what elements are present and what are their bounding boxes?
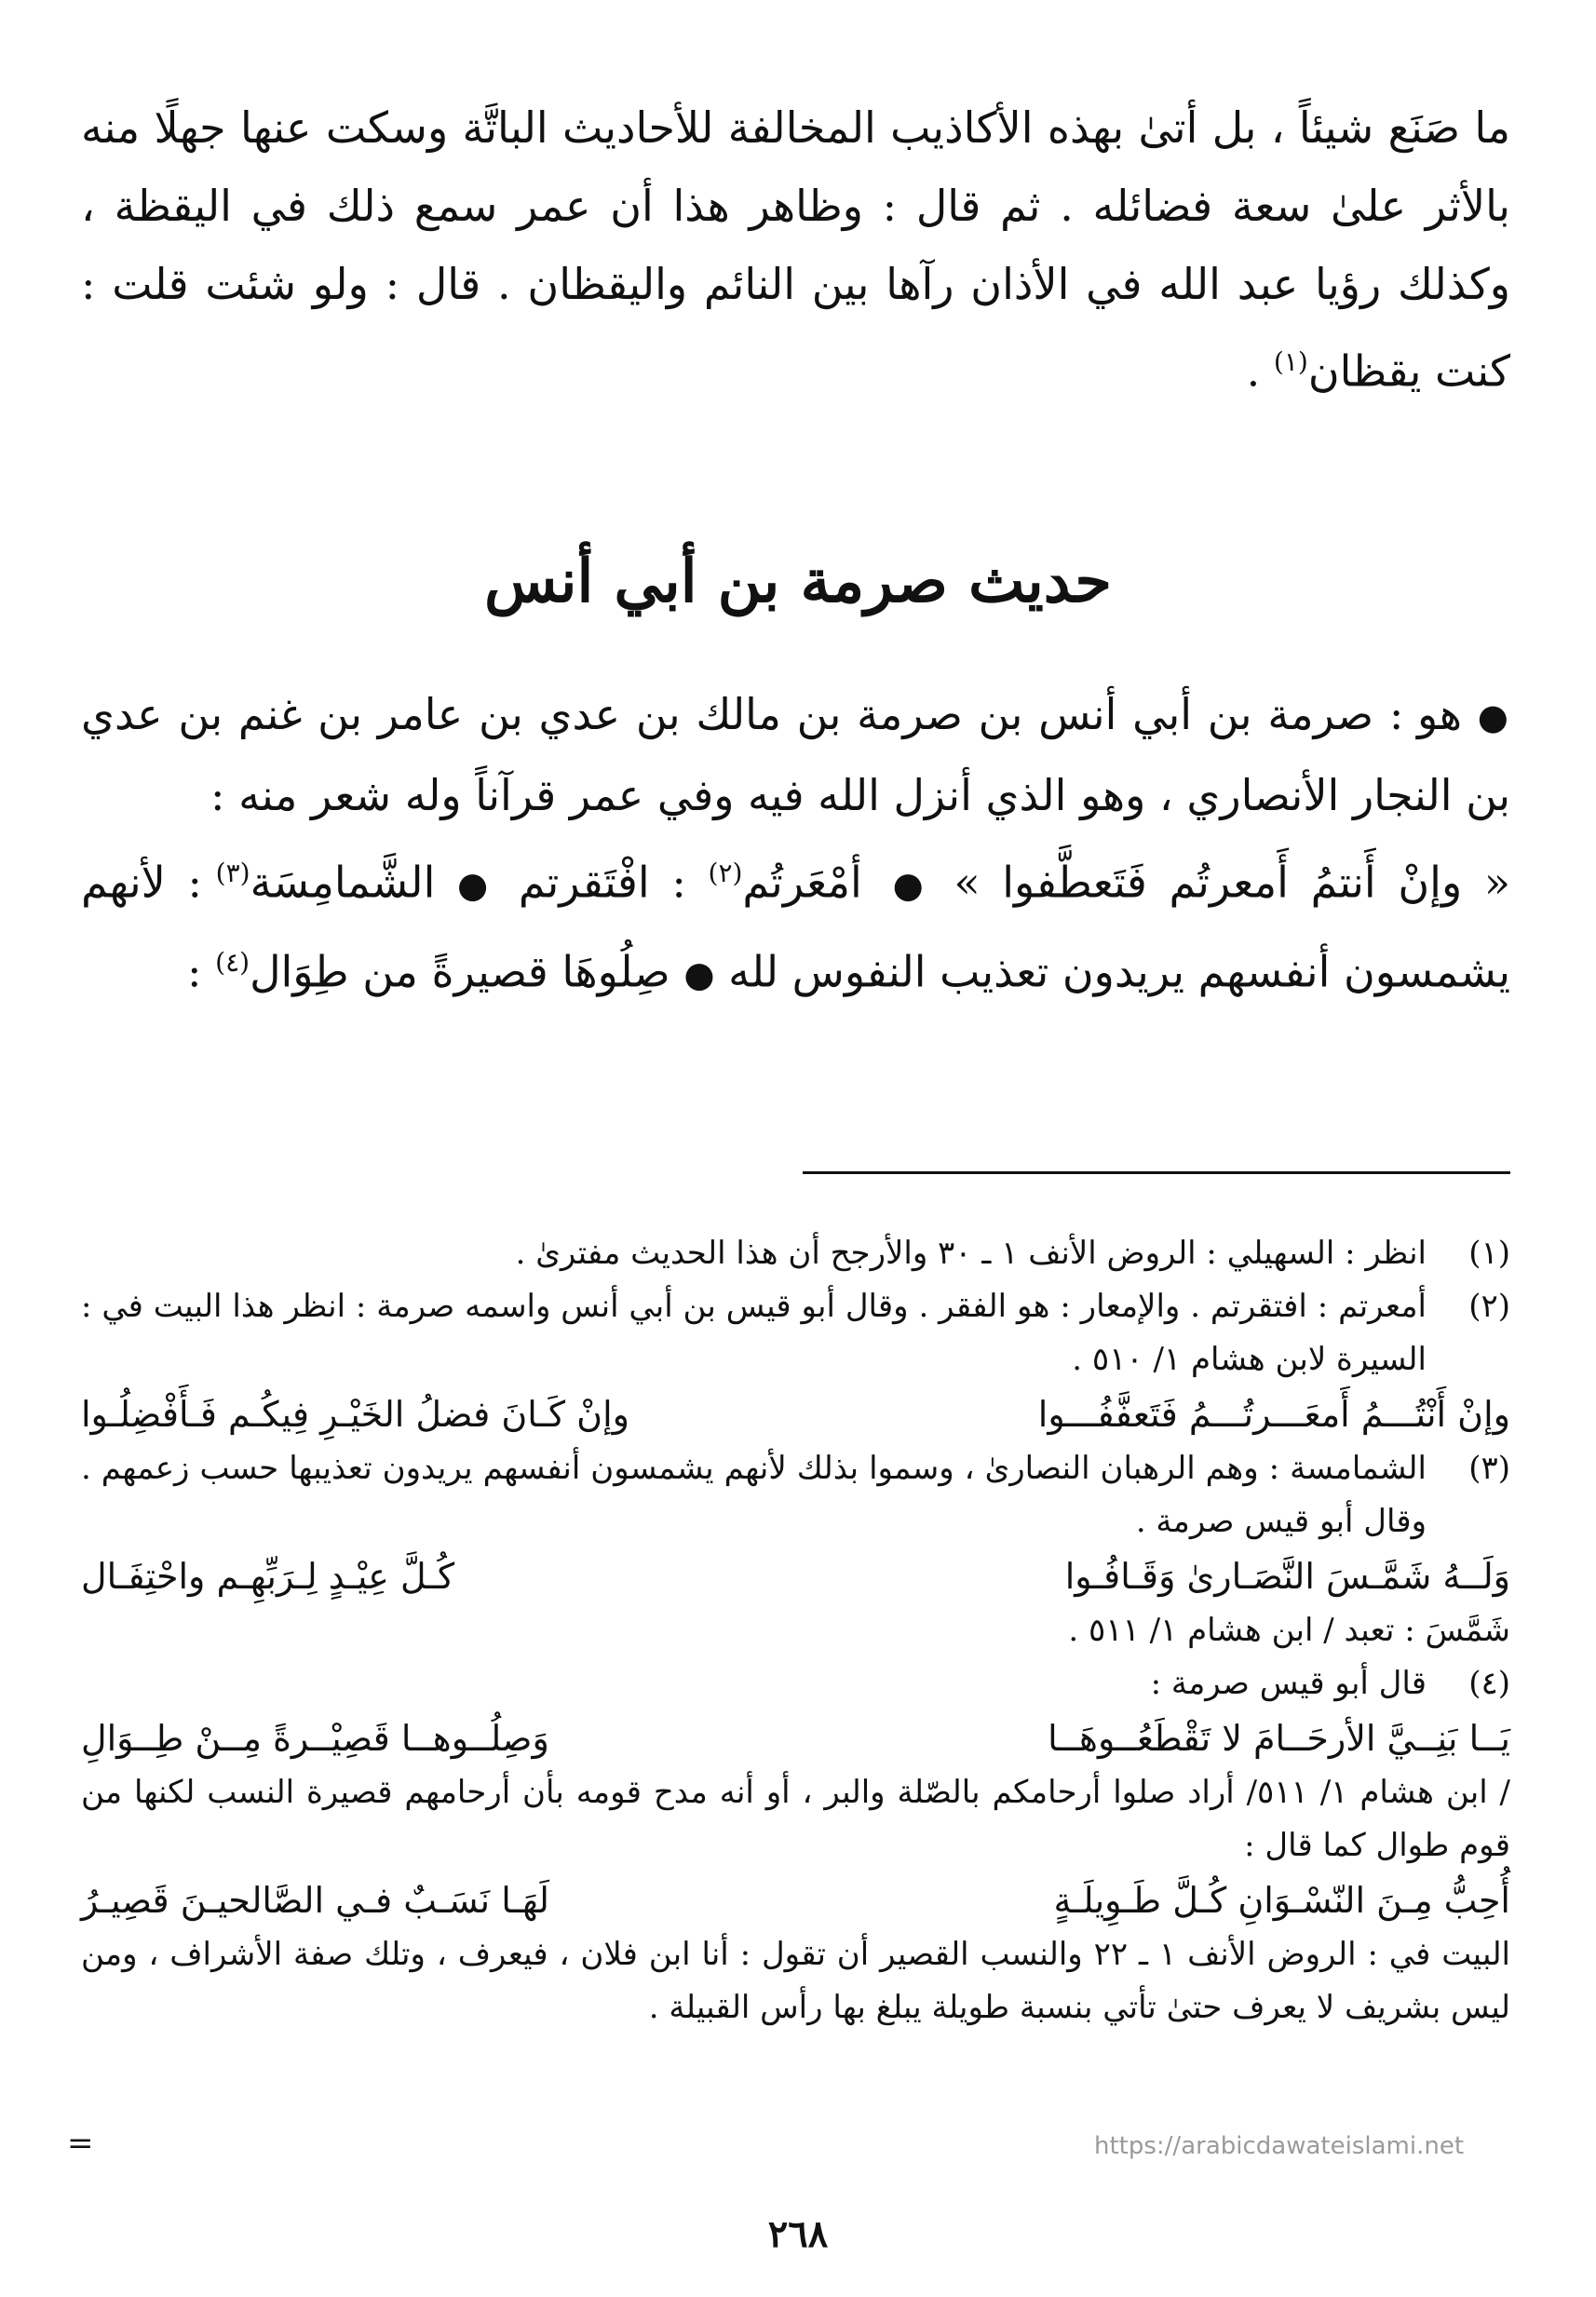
footnote-text [81,1227,1427,1280]
footnote-text [81,1442,1427,1548]
biography-paragraph-2 [81,834,1510,1014]
footnote-ref-4[interactable]: (٤) [215,947,250,979]
verse-second-hemistich: كُـلَّ عِيْـدٍ لِـرَبِّهِـم واحْتِفَـال [81,1556,455,1597]
footnote-text [81,1280,1427,1386]
term-siluha: صِلُوهَا قصيرةً من طِوَال [250,946,684,997]
footnote-verse [81,1548,1510,1604]
term-amartum-gloss: : افْتَقرتم [496,857,709,908]
verse-second-hemistich: وَصِلُــوهــا قَصِيْــرةً مِــنْ طِــوَالِ [81,1718,549,1759]
biography-paragraph-1-text: هو : صرمة بن أبي أنس بن صرمة بن مالك بن عدي بن عامر بن غنم بن عدي بن النجار الأنصاري ، وهو الذي أنزل الله فيه وفي عمر قرآناً وله شعر منه : [81,689,1510,820]
footnotes [81,1227,1510,2034]
footnote-ref-2[interactable]: (٢) [708,858,743,888]
footnote-4 [81,1657,1510,1710]
opening-paragraph [81,88,1510,410]
bullet-icon: ● [457,864,497,906]
footnote-ref-1[interactable]: (١) [1273,346,1308,377]
section-heading: حديث صرمة بن أبي أنس [484,547,1112,616]
term-amartum: أمْعَرتُم [742,857,885,908]
biography-text [81,675,1510,1014]
verse-quote: « وإنْ أَنتمُ أَمعرتُم فَتَعطَّفوا » [931,857,1510,908]
footnote-text [81,1657,1427,1710]
main-text [81,88,1510,410]
footnote-number: (٤) [1468,1665,1510,1702]
verse-first-hemistich: يَــا بَنِــيَّ الأرحَــامَ لا تَقْطَعُــوهَــا [1048,1718,1510,1759]
footnote-line: انظر : السهيلي : الروض الأنف ١ ـ ٣٠ والأرجح أن هذا الحديث مفترىٰ . [515,1235,1427,1272]
footnote-3 [81,1442,1510,1548]
footnote-verse [81,1386,1510,1442]
continuation-mark: = [67,2125,94,2162]
footnote-line: شَمَّسَ : تعبد / ابن هشام ١/ ٥١١ . [1068,1612,1510,1649]
term-siluha-end: : [187,946,216,997]
footnote-divider [803,1171,1510,1174]
verse-second-hemistich: وإنْ كَـانَ فضلُ الخَيْـرِ فِيكُـم فَـأَفْضِلُـوا [81,1394,629,1435]
footnote-number: (١) [1468,1235,1510,1272]
footnote-verse [81,1872,1510,1928]
footnote-line: البيت في : الروض الأنف ١ ـ ٢٢ والنسب القصير أن تقول : أنا ابن فلان ، فيعرف ، وتلك صفة الأشراف ، ومن ليس بشريف لا يعرف حتىٰ تأتي بنسبة طويلة يبلغ بها رأس القبيلة . [81,1936,1511,2026]
footnote-number: (٣) [1468,1450,1510,1487]
bullet-icon: ● [683,953,715,995]
verse-first-hemistich: وإنْ أَنْتُـــمُ أَمعَـــرتُـــمُ فَتَعفَّفُـــوا [1037,1394,1510,1435]
footnote-line: أمعرتم : افتقرتم . والإمعار : هو الفقر . وقال أبو قيس بن أبي أنس واسمه صرمة : انظر هذا البيت في : السيرة لابن هشام ١/ ٥١٠ . [81,1288,1427,1378]
footnote-verse [81,1710,1510,1766]
term-shamamisa: الشَّمامِسَة [250,857,458,908]
verse-first-hemistich: وَلَــهُ شَمَّـسَ النَّصَـارىٰ وَقَـافُـوا [1064,1556,1510,1597]
term-shamamisa-gloss: : لأنهم يشمسون أنفسهم يريدون تعذيب النفوس لله [81,857,1510,997]
footnote-line: الشمامسة : وهم الرهبان النصارىٰ ، وسموا بذلك لأنهم يشمسون أنفسهم يريدون تعذيبها حسب زعمهم . وقال أبو قيس صرمة . [81,1450,1427,1540]
watermark: https://arabicdawateislami.net [1094,2132,1465,2160]
bullet-icon: ● [1477,696,1510,737]
footnote-2 [81,1280,1510,1386]
page-number: ٢٦٨ [767,2212,829,2256]
verse-first-hemistich: أُحِبُّ مِـنَ النّسْـوَانِ كُـلَّ طَـوِيلَـةٍ [1053,1880,1510,1921]
footnote-ref-3[interactable]: (٣) [215,858,250,888]
opening-paragraph-end: . [1246,345,1274,397]
opening-paragraph-text: ما صَنَع شيئاً ، بل أتىٰ بهذه الأكاذيب المخالفة للأحاديث الباتَّة وسكت عنها جهلًا منه بالأثر علىٰ سعة فضائله . ثم قال : وظاهر هذا أن عمر سمع ذلك في اليقظة ، وكذلك رؤيا عبد الله في الأذان رآها بين النائم واليقظان . قال : ولو شئت قلت : كنت يقظان [81,102,1510,397]
footnote-number: (٢) [1468,1288,1510,1325]
footnote-line: / ابن هشام ١/ ٥١١/ أراد صلوا أرحامكم بالصّلة والبر ، أو أنه مدح قومه بأن أرحامهم قصيرة النسب لكنها من قوم طوال كما قال : [81,1774,1510,1864]
verse-second-hemistich: لَهَـا نَسَـبٌ فـي الصَّالحيـنَ قَصِيـرُ [81,1880,549,1921]
footnote-line: قال أبو قيس صرمة : [1150,1665,1427,1702]
bullet-icon: ● [884,864,932,906]
biography-paragraph-1 [81,675,1510,834]
footnote-1 [81,1227,1510,1280]
